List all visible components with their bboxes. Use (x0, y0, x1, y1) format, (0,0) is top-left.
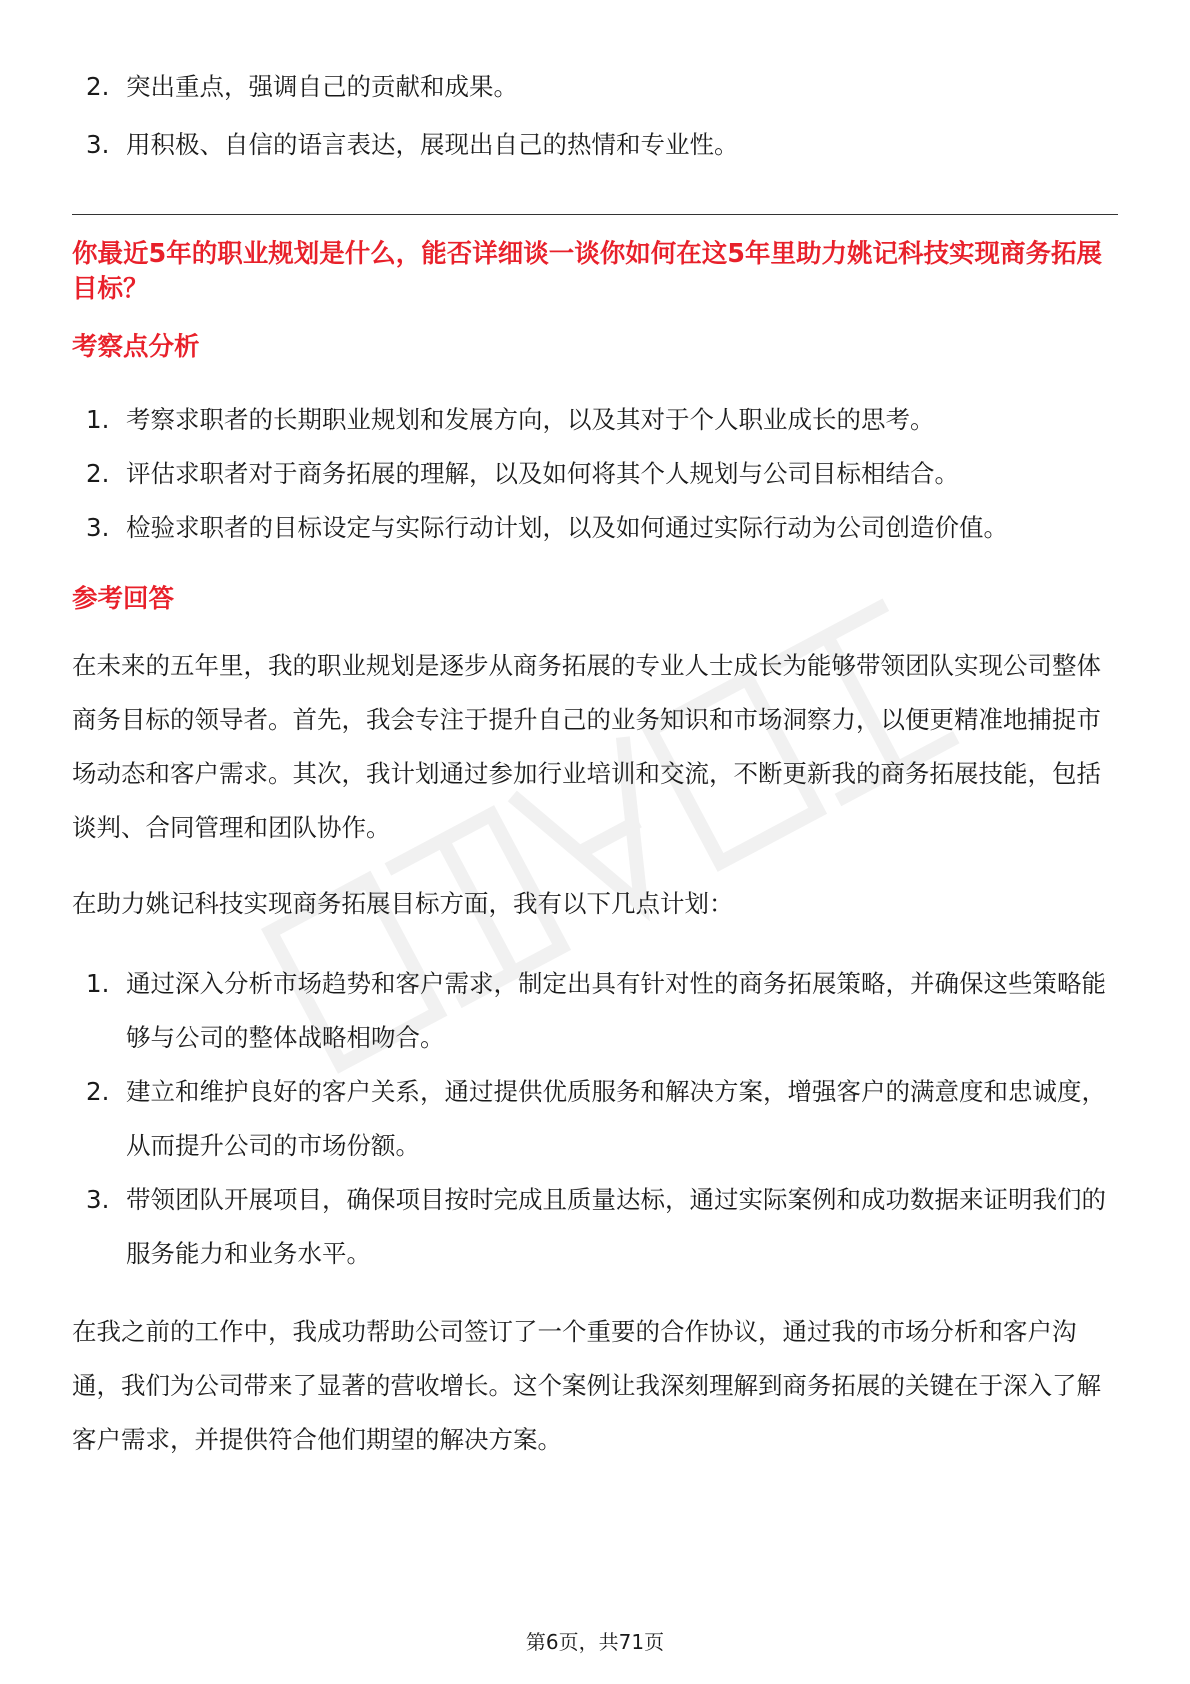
list-item (72, 393, 1118, 447)
list-item (72, 118, 1118, 172)
list-number: 1. (86, 969, 110, 998)
list-text: 评估求职者对于商务拓展的理解，以及如何将其个人规划与公司目标相结合。 (126, 459, 959, 488)
list-item (72, 1173, 1118, 1281)
list-item (72, 1065, 1118, 1173)
list-text: 通过深入分析市场趋势和客户需求，制定出具有针对性的商务拓展策略，并确保这些策略能够与公司的整体战略相吻合。 (126, 969, 1106, 1052)
list-item (72, 501, 1118, 555)
list-number: 1. (86, 405, 110, 434)
list-text: 带领团队开展项目，确保项目按时完成且质量达标，通过实际案例和成功数据来证明我们的服务能力和业务水平。 (126, 1185, 1106, 1268)
list-text: 考察求职者的长期职业规划和发展方向，以及其对于个人职业成长的思考。 (126, 405, 935, 434)
list-item (72, 447, 1118, 501)
list-number: 2. (86, 72, 110, 101)
list-number: 3. (86, 513, 110, 542)
list-number: 2. (86, 1077, 110, 1106)
section-divider (72, 214, 1118, 215)
answer-paragraph: 在未来的五年里，我的职业规划是逐步从商务拓展的专业人士成长为能够带领团队实现公司整体商务目标的领导者。首先，我会专注于提升自己的业务知识和市场洞察力，以便更精准地捕捉市场动态和客户需求。其次，我计划通过参加行业培训和交流，不断更新我的商务拓展技能，包括谈判、合同管理和团队协作。 (72, 651, 1101, 842)
list-item (72, 957, 1118, 1065)
question-title: 你最近5年的职业规划是什么，能否详细谈一谈你如何在这5年里助力姚记科技实现商务拓展目标？ (72, 239, 1102, 304)
answer-paragraph: 在我之前的工作中，我成功帮助公司签订了一个重要的合作协议，通过我的市场分析和客户沟通，我们为公司带来了显著的营收增长。这个案例让我深刻理解到商务拓展的关键在于深入了解客户需求，并提供符合他们期望的解决方案。 (72, 1317, 1101, 1454)
plan-list (72, 957, 1118, 1281)
answer-paragraph: 在助力姚记科技实现商务拓展目标方面，我有以下几点计划： (72, 889, 734, 918)
list-text: 检验求职者的目标设定与实际行动计划，以及如何通过实际行动为公司创造价值。 (126, 513, 1008, 542)
list-item (72, 60, 1118, 114)
answer-heading: 参考回答 (72, 584, 175, 614)
content-area (72, 60, 1118, 1467)
list-text: 用积极、自信的语言表达，展现出自己的热情和专业性。 (126, 130, 739, 159)
analysis-list (72, 393, 1118, 555)
page-footer: 第6页，共71页 (525, 1630, 665, 1654)
list-number: 3. (86, 130, 110, 159)
continued-list (72, 60, 1118, 172)
list-text: 建立和维护良好的客户关系，通过提供优质服务和解决方案，增强客户的满意度和忠诚度，从而提升公司的市场份额。 (126, 1077, 1106, 1160)
list-text: 突出重点，强调自己的贡献和成果。 (126, 72, 518, 101)
analysis-heading: 考察点分析 (72, 332, 200, 362)
list-number: 2. (86, 459, 110, 488)
list-number: 3. (86, 1185, 110, 1214)
